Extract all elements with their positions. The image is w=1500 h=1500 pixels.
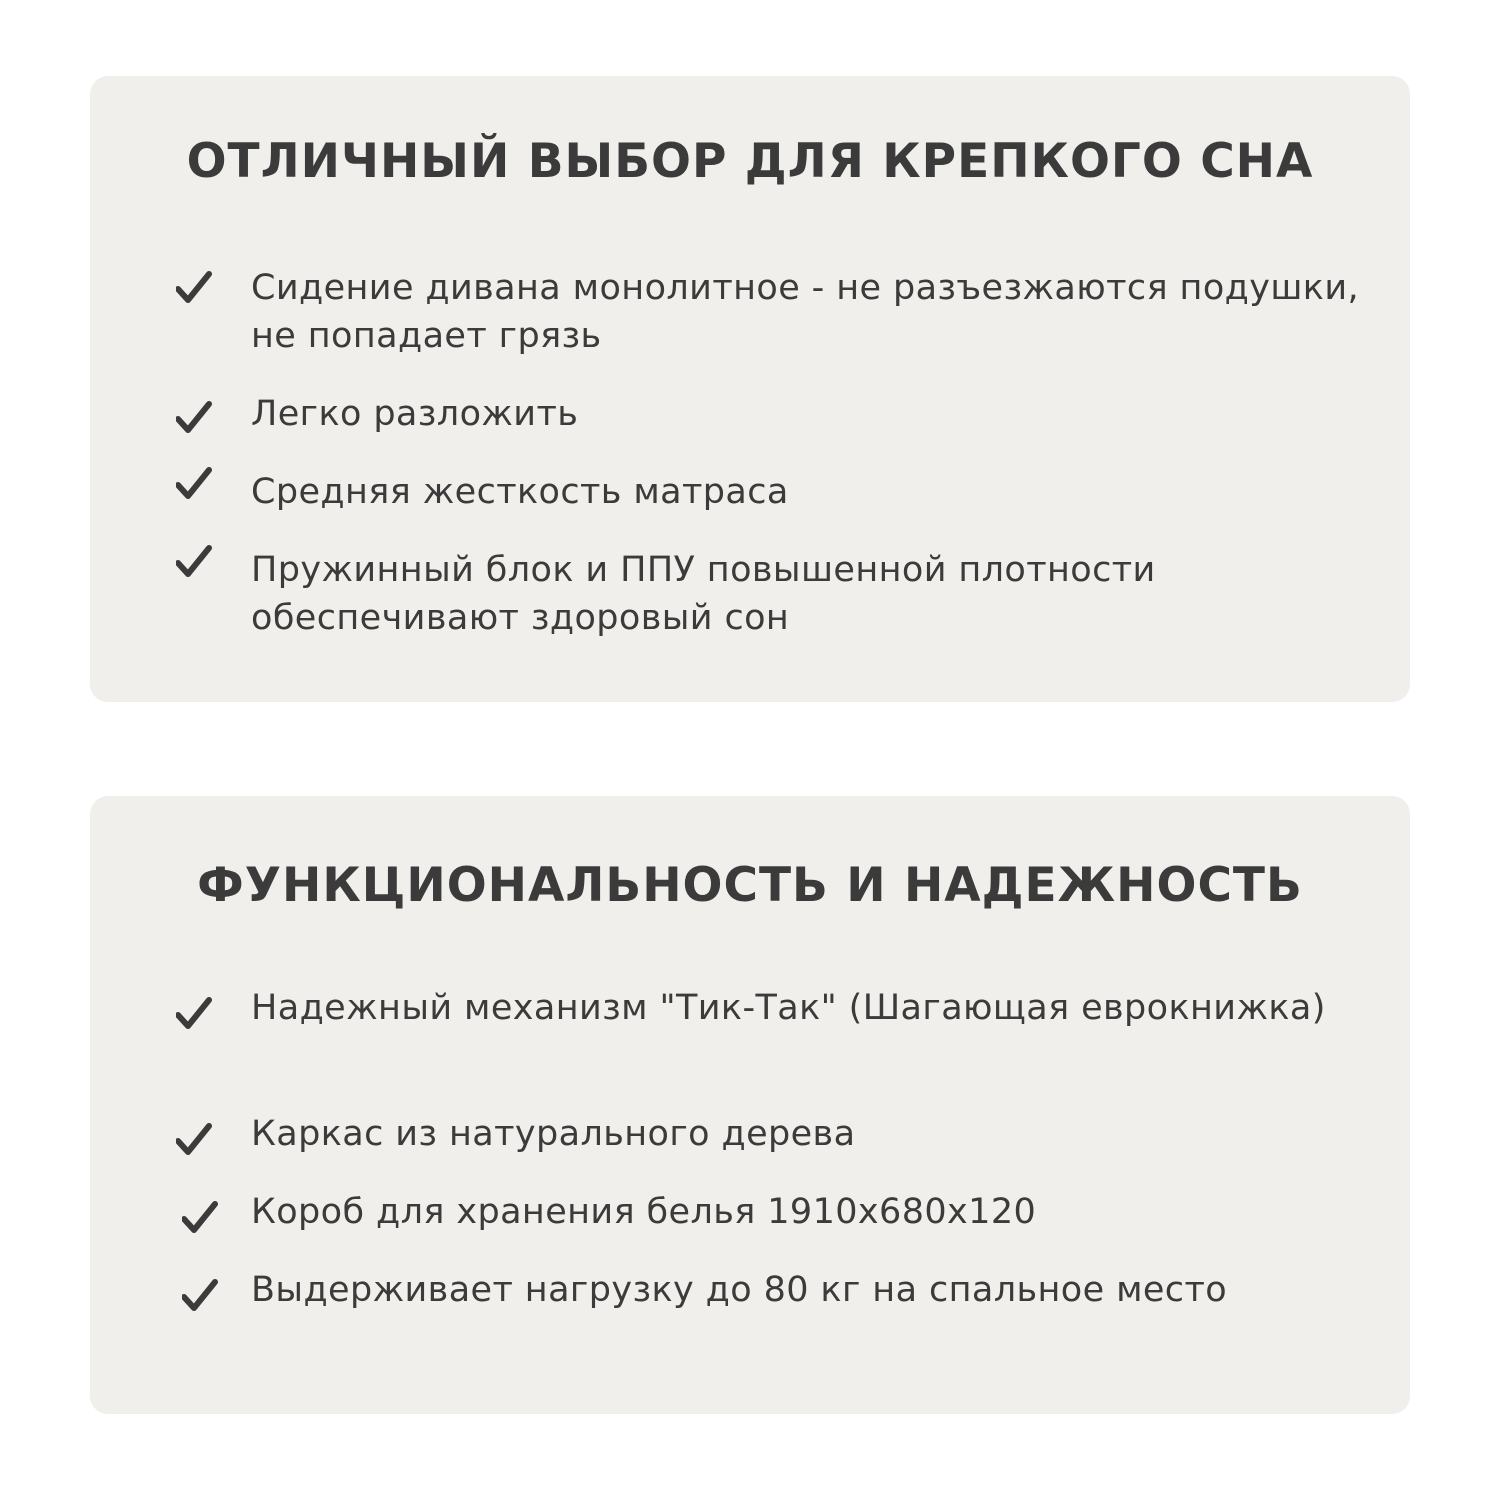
feature-card-sleep (90, 76, 1410, 702)
item-text: Средняя жесткость матраса (251, 472, 789, 512)
item-text: Сидение дивана монолитное - не разъезжаются подушки, не попадает грязь (251, 268, 1360, 356)
card-title: ОТЛИЧНЫЙ ВЫБОР ДЛЯ КРЕПКОГО СНА (186, 134, 1314, 189)
item-text: Выдерживает нагрузку до 80 кг на спальное место (251, 1270, 1228, 1310)
item-text: Короб для хранения белья 1910x680x120 (251, 1192, 1037, 1232)
checkmark-icon (182, 1278, 218, 1314)
checkmark-icon (176, 1122, 212, 1158)
item-text: Надежный механизм "Тик-Так" (Шагающая еврокнижка) (251, 988, 1326, 1028)
checkmark-icon (182, 1200, 218, 1236)
checkmark-icon (176, 270, 212, 306)
card-title: ФУНКЦИОНАЛЬНОСТЬ И НАДЕЖНОСТЬ (197, 858, 1303, 913)
checkmark-icon (176, 400, 212, 436)
checkmark-icon (176, 544, 212, 580)
checkmark-icon (176, 996, 212, 1032)
checkmark-icon (176, 466, 212, 502)
feature-card-reliability (90, 796, 1410, 1414)
item-text: Легко разложить (251, 394, 579, 434)
item-text: Каркас из натурального дерева (251, 1114, 856, 1154)
item-text: Пружинный блок и ППУ повышенной плотности обеспечивают здоровый сон (251, 550, 1156, 638)
